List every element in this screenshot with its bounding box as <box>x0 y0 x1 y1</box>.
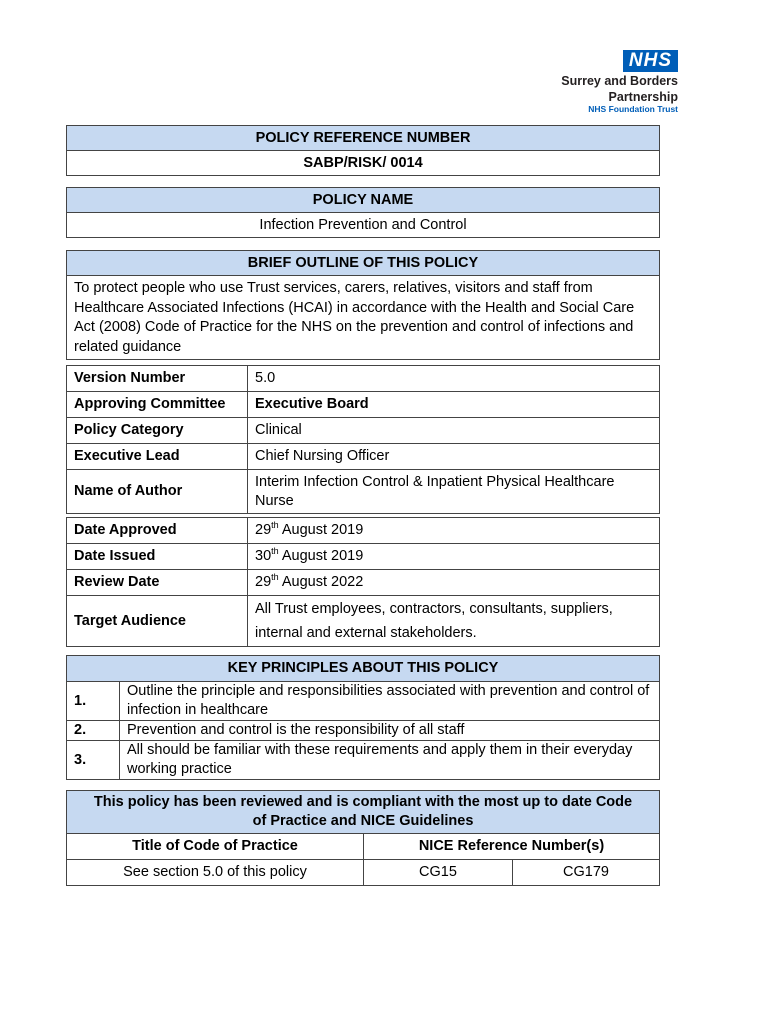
detail-value: Chief Nursing Officer <box>248 444 660 470</box>
date-suffix: th <box>271 546 279 557</box>
table-row <box>67 721 660 741</box>
policy-reference-heading: POLICY REFERENCE NUMBER <box>67 126 659 151</box>
date-value <box>248 518 660 544</box>
compliance-table <box>66 790 660 886</box>
principles-table <box>66 655 660 780</box>
detail-value: Executive Board <box>248 392 660 418</box>
date-suffix: th <box>271 520 279 531</box>
table-row <box>67 656 660 682</box>
compliance-heading: This policy has been reviewed and is compliant with the most up to date Code of Practice and NICE Guidelines <box>67 791 660 834</box>
compliance-col-title: Title of Code of Practice <box>67 834 364 860</box>
detail-label: Policy Category <box>67 418 248 444</box>
date-day: 30 <box>255 548 272 564</box>
audience-label: Target Audience <box>67 596 248 647</box>
detail-value: 5.0 <box>248 366 660 392</box>
audience-value: All Trust employees, contractors, consultants, suppliers, internal and external stakeholders. <box>248 596 660 647</box>
outline-text: To protect people who use Trust services, carers, relatives, visitors and staff from Healthcare Associated Infections (HCAI) in accordance with the Health and Social Care Act (2008) Code of Practice for the NHS on the prevention and control of infections and related guidance <box>74 280 635 355</box>
policy-name-heading: POLICY NAME <box>67 188 659 213</box>
date-suffix: th <box>271 572 279 583</box>
date-value <box>248 544 660 570</box>
date-rest: August 2019 <box>278 522 364 538</box>
detail-label: Name of Author <box>67 470 248 514</box>
date-day: 29 <box>255 574 272 590</box>
dates-table <box>66 517 660 647</box>
table-row <box>67 444 660 470</box>
principle-text: Prevention and control is the responsibility of all staff <box>120 721 660 741</box>
details-block <box>66 365 660 514</box>
date-label: Date Issued <box>67 544 248 570</box>
principle-text: Outline the principle and responsibilities associated with prevention and control of infection in healthcare <box>120 682 660 721</box>
outline-block <box>66 250 660 360</box>
nhs-logo <box>458 50 678 114</box>
compliance-col-nice: NICE Reference Number(s) <box>364 834 660 860</box>
principle-number: 2. <box>67 721 120 741</box>
date-day: 29 <box>255 522 272 538</box>
table-row <box>67 544 660 570</box>
date-label: Review Date <box>67 570 248 596</box>
detail-value: Clinical <box>248 418 660 444</box>
org-name-line2: Partnership <box>608 90 678 104</box>
nice-ref-1: CG15 <box>364 860 513 886</box>
org-name-line1: Surrey and Borders <box>561 74 678 88</box>
outline-heading: BRIEF OUTLINE OF THIS POLICY <box>67 251 659 276</box>
table-row <box>67 791 660 834</box>
policy-name-block <box>66 187 660 238</box>
compliance-row-title: See section 5.0 of this policy <box>67 860 364 886</box>
table-row <box>67 518 660 544</box>
principle-number: 3. <box>67 741 120 780</box>
detail-label: Executive Lead <box>67 444 248 470</box>
nice-ref-2: CG179 <box>513 860 660 886</box>
principle-text: All should be familiar with these requirements and apply them in their everyday working practice <box>120 741 660 780</box>
policy-reference-block <box>66 125 660 176</box>
table-row <box>67 418 660 444</box>
detail-label: Version Number <box>67 366 248 392</box>
table-row <box>67 392 660 418</box>
table-row <box>67 741 660 780</box>
nhs-mark: NHS <box>623 50 678 72</box>
dates-block <box>66 517 660 647</box>
table-row <box>67 366 660 392</box>
principles-block <box>66 655 660 780</box>
table-row <box>67 860 660 886</box>
org-name-line3: NHS Foundation Trust <box>588 104 678 114</box>
policy-name-value: Infection Prevention and Control <box>259 217 467 233</box>
date-value <box>248 570 660 596</box>
table-row <box>67 470 660 514</box>
policy-reference-value: SABP/RISK/ 0014 <box>303 155 423 171</box>
table-row <box>67 596 660 647</box>
table-row <box>67 570 660 596</box>
compliance-block <box>66 790 660 886</box>
table-row <box>67 682 660 721</box>
date-label: Date Approved <box>67 518 248 544</box>
date-rest: August 2022 <box>278 574 364 590</box>
table-row <box>67 834 660 860</box>
detail-value: Interim Infection Control & Inpatient Physical Healthcare Nurse <box>248 470 660 514</box>
date-rest: August 2019 <box>278 548 364 564</box>
details-table <box>66 365 660 514</box>
principle-number: 1. <box>67 682 120 721</box>
detail-label: Approving Committee <box>67 392 248 418</box>
principles-heading: KEY PRINCIPLES ABOUT THIS POLICY <box>67 656 660 682</box>
